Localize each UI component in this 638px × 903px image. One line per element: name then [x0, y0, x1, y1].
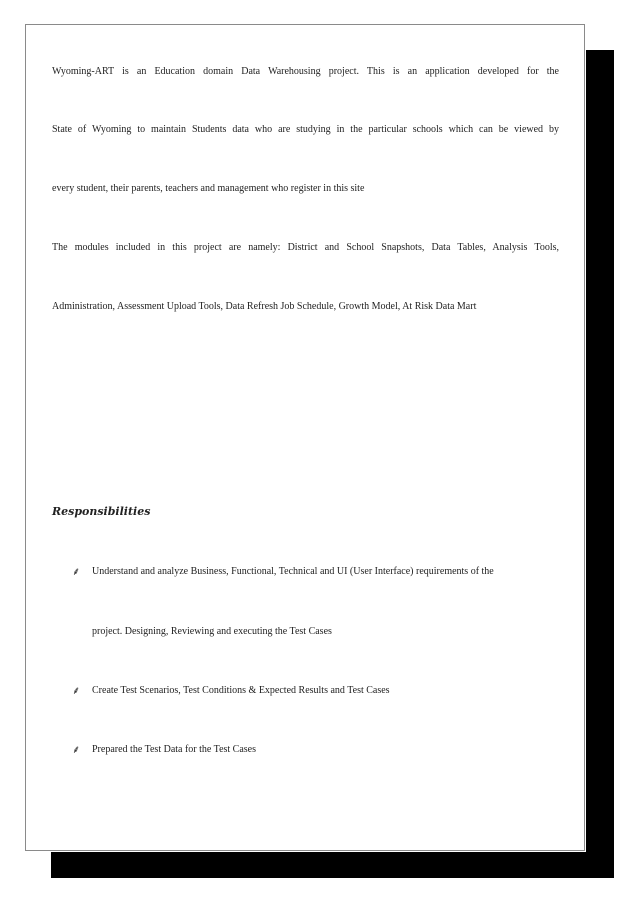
responsibility-item-3: Prepared the Test Data for the Test Cases: [92, 744, 257, 755]
bullet-icon: ⸙: [72, 685, 81, 697]
paragraph-2-line-1: The modules included in this project are namely: District and School Snapshots, Data Tables, Analysis Tools,: [52, 242, 559, 253]
paragraph-1-line-1: Wyoming-ART is an Education domain Data Warehousing project. This is an application developed for the: [52, 66, 559, 77]
paragraph-1-line-2: State of Wyoming to maintain Students data who are studying in the particular schools which can be viewed by: [52, 124, 559, 135]
document-page: [25, 24, 585, 851]
responsibility-item-2: Create Test Scenarios, Test Conditions & Expected Results and Test Cases: [92, 685, 390, 696]
bullet-icon: ⸙: [72, 744, 81, 756]
paragraph-1-line-3: every student, their parents, teachers and management who register in this site: [52, 183, 365, 194]
page-shadow-right: [586, 50, 614, 878]
responsibility-item-1-line-1: Understand and analyze Business, Functional, Technical and UI (User Interface) requirements of the: [92, 566, 494, 577]
responsibility-item-1-line-2: project. Designing, Reviewing and executing the Test Cases: [92, 626, 332, 637]
responsibilities-heading: Responsibilities: [52, 505, 151, 518]
paragraph-2-line-2: Administration, Assessment Upload Tools, Data Refresh Job Schedule, Growth Model, At Risk Data Mart: [52, 301, 477, 312]
page-shadow-bottom: [51, 852, 614, 878]
bullet-icon: ⸙: [72, 566, 81, 578]
